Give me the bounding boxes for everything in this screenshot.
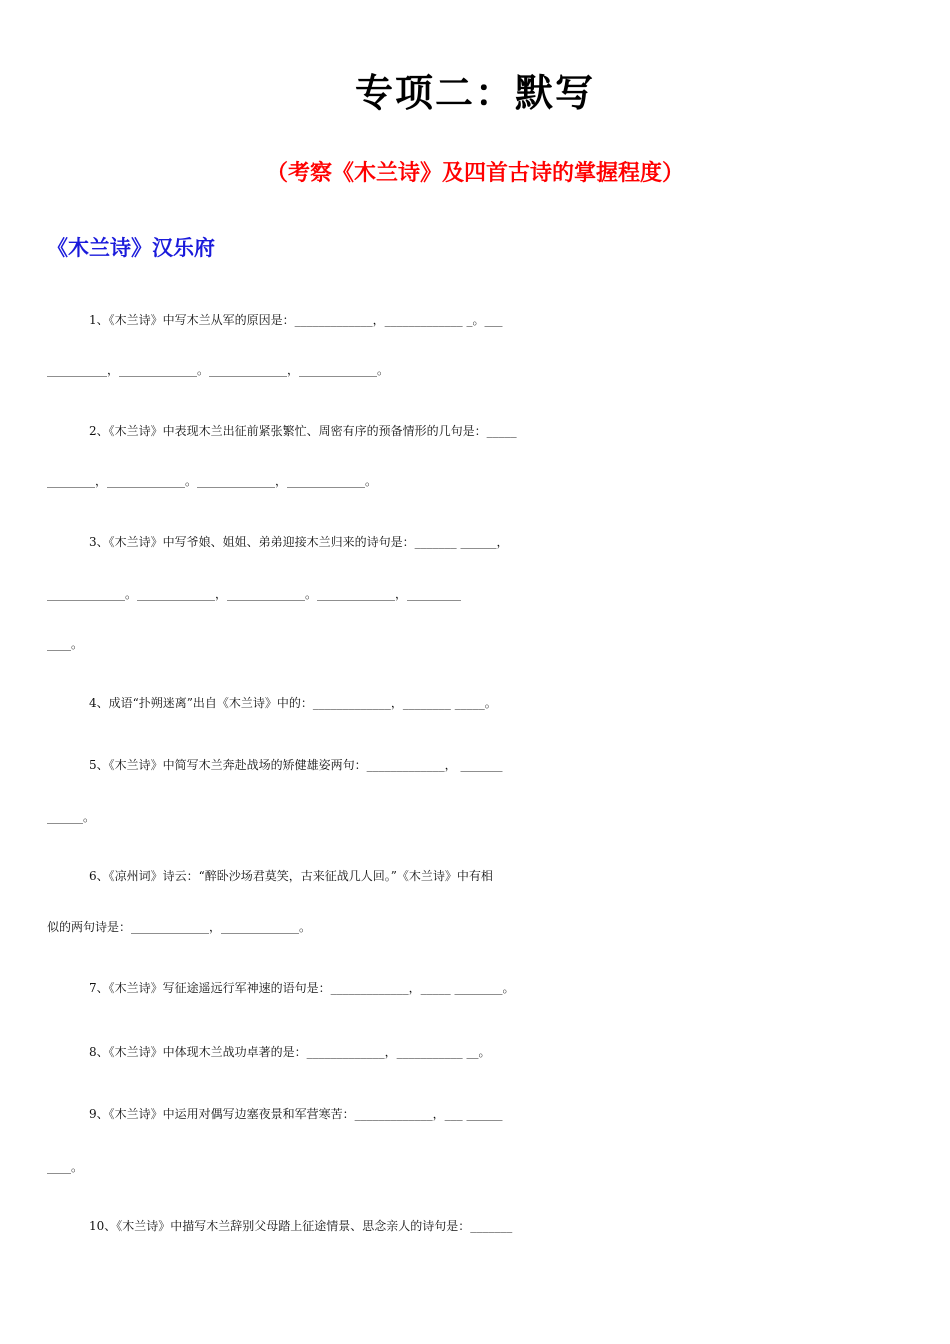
question-7-line-1: 7、《木兰诗》写征途遥远行军神速的语句是：_____________，_____ ________。	[89, 981, 515, 995]
question-9-line-2: ____。	[47, 1160, 84, 1174]
question-9-line-1: 9、《木兰诗》中运用对偶写边塞夜景和军营寒苦：_____________，___ ______	[89, 1107, 503, 1121]
question-6-line-1: 6、《凉州词》诗云：“醉卧沙场君莫笑，古来征战几人回。”《木兰诗》中有相	[89, 869, 493, 883]
question-3-line-2: _____________。_____________，_____________。_____________，_________	[47, 587, 462, 601]
question-8-line-1: 8、《木兰诗》中体现木兰战功卓著的是：_____________，___________ __。	[89, 1045, 491, 1059]
question-3-line-1: 3、《木兰诗》中写爷娘、姐姐、弟弟迎接木兰归来的诗句是：_______ ______，	[89, 535, 509, 549]
page-subtitle: （考察《木兰诗》及四首古诗的掌握程度）	[265, 161, 684, 186]
question-4-line-1: 4、成语“扑朔迷离”出自《木兰诗》中的：_____________，________ _____。	[89, 696, 497, 710]
question-5-line-2: ______。	[47, 810, 96, 824]
section-title: 《木兰诗》汉乐府	[47, 236, 215, 260]
question-3-line-3: ____。	[47, 637, 84, 651]
question-6-line-2: 似的两句诗是：_____________，_____________。	[47, 920, 312, 934]
question-5-line-1: 5、《木兰诗》中简写木兰奔赴战场的矫健雄姿两句：_____________， _______	[89, 758, 503, 772]
question-1-line-1: 1、《木兰诗》中写木兰从军的原因是：_____________，_____________ _。___	[89, 313, 503, 327]
page-title: 专项二：默写	[354, 71, 595, 115]
question-2-line-1: 2、《木兰诗》中表现木兰出征前紧张繁忙、周密有序的预备情形的几句是：_____	[89, 424, 517, 438]
question-1-line-2: __________，_____________。_____________，_____________。	[47, 363, 390, 377]
question-10-line-1: 10、《木兰诗》中描写木兰辞别父母踏上征途情景、思念亲人的诗句是：_______	[89, 1219, 513, 1233]
question-2-line-2: ________，_____________。_____________，_____________。	[47, 474, 378, 488]
